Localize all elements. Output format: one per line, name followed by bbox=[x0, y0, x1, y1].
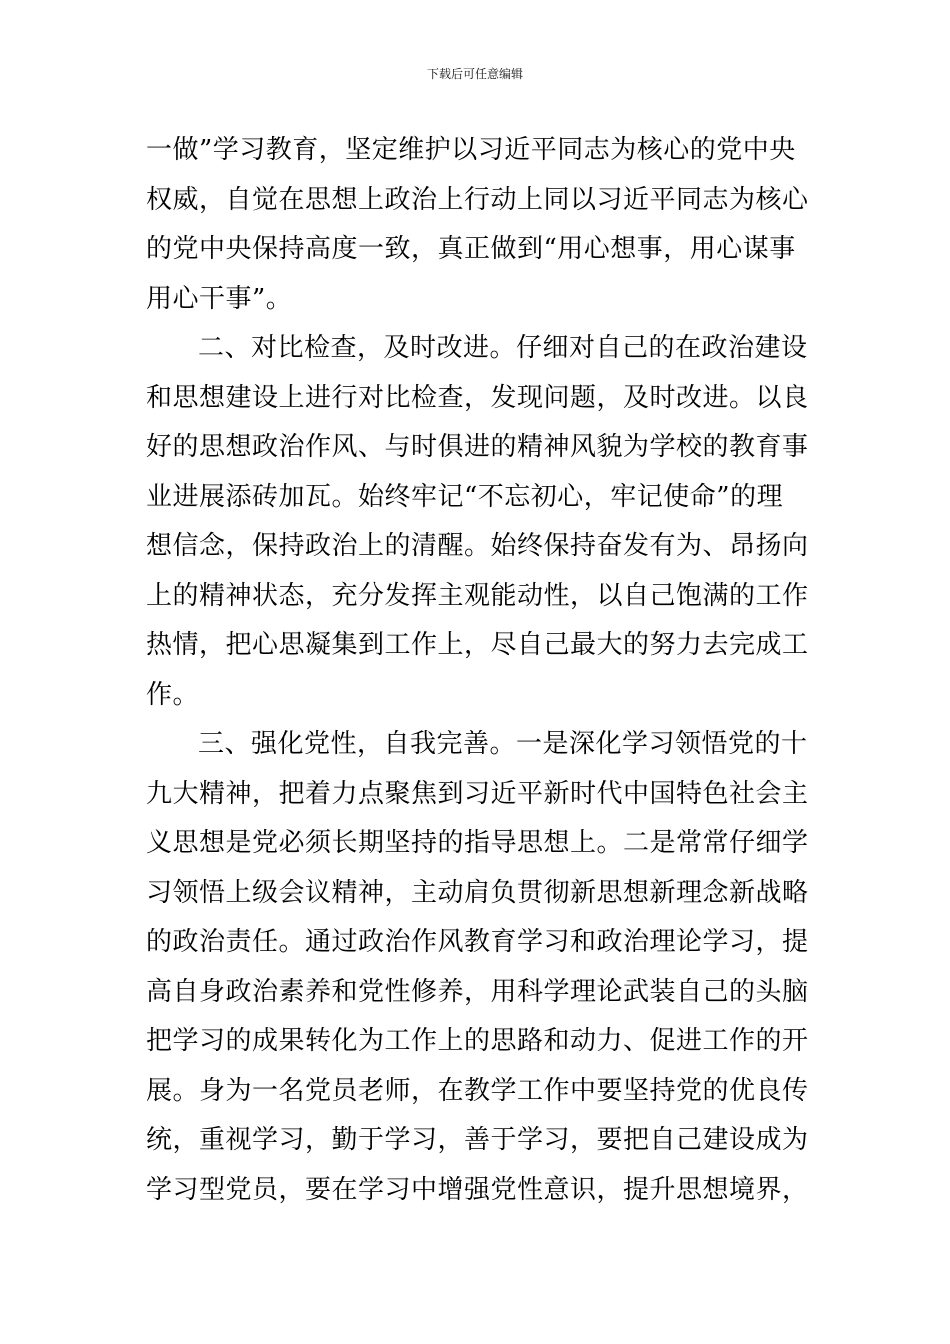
text-line: 作。 bbox=[146, 679, 200, 710]
text-line: 学习型党员，要在学习中增强党性意识，提升思想境界， bbox=[146, 1174, 809, 1205]
page-header-note: 下载后可任意编辑 bbox=[426, 67, 523, 81]
document-body bbox=[146, 126, 810, 1215]
text-line: 用心干事”。 bbox=[146, 283, 293, 314]
text-line: 习领悟上级会议精神，主动肩负贯彻新思想新理念新战略 bbox=[146, 877, 809, 908]
text-line: 义思想是党必须长期坚持的指导思想上。二是常常仔细学 bbox=[146, 828, 809, 858]
text-line: 的政治责任。通过政治作风教育学习和政治理论学习，提 bbox=[146, 927, 809, 957]
text-line: 热情，把心思凝集到工作上，尽自己最大的努力去完成工 bbox=[146, 630, 809, 660]
paragraph-heading-line: 三、强化党性，自我完善。一是深化学习领悟党的十 bbox=[198, 729, 808, 759]
text-line: 和思想建设上进行对比检查，发现问题，及时改进。以良 bbox=[146, 382, 809, 413]
text-line: 高自身政治素养和党性修养，用科学理论武装自己的头脑 bbox=[146, 976, 809, 1007]
text-line: 统，重视学习，勤于学习，善于学习，要把自己建设成为 bbox=[146, 1125, 809, 1155]
text-line: 一做”学习教育，坚定维护以习近平同志为核心的党中央 bbox=[146, 135, 796, 165]
text-line: 展。身为一名党员老师，在教学工作中要坚持党的优良传 bbox=[146, 1075, 809, 1106]
text-line: 把学习的成果转化为工作上的思路和动力、促进工作的开 bbox=[146, 1026, 809, 1056]
text-line: 的党中央保持高度一致，真正做到“用心想事，用心谋事 bbox=[146, 234, 796, 264]
text-line: 上的精神状态，充分发挥主观能动性，以自己饱满的工作 bbox=[146, 580, 809, 611]
text-line: 想信念，保持政治上的清醒。始终保持奋发有为、昂扬向 bbox=[146, 531, 809, 561]
text-line: 九大精神，把着力点聚焦到习近平新时代中国特色社会主 bbox=[146, 778, 809, 809]
text-line: 业进展添砖加瓦。始终牢记“不忘初心，牢记使命”的理 bbox=[146, 481, 784, 512]
paragraph-heading-line: 二、对比检查，及时改进。仔细对自己的在政治建设 bbox=[198, 333, 808, 363]
text-line: 好的思想政治作风、与时俱进的精神风貌为学校的教育事 bbox=[146, 432, 809, 462]
text-line: 权威，自觉在思想上政治上行动上同以习近平同志为核心 bbox=[146, 184, 809, 215]
